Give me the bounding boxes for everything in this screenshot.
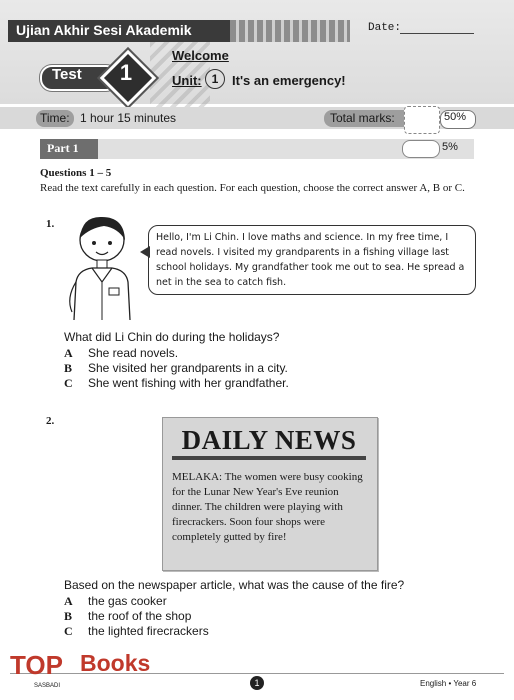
instructions: Read the text carefully in each question. For each question, choose the correct answer A, B or C. [40,182,465,194]
q1-option-a-letter[interactable]: A [64,346,73,360]
topbooks-logo-books: Books [80,650,151,676]
q2-option-b-text: the roof of the shop [88,609,192,623]
total-marks-label: Total marks: [330,111,395,125]
unit-title: It's an emergency! [232,73,346,88]
test-number: 1 [119,60,133,85]
time-value: 1 hour 15 minutes [80,111,177,125]
page-number: 1 [250,676,264,690]
q2-option-b-letter[interactable]: B [64,609,73,623]
newspaper-article: MELAKA: The women were busy cooking for the Lunar New Year's Eve reunion dinner. The children were playing with firecrackers. Soon four shops were completely gutted by fire! [172,471,363,543]
newspaper-rule [172,456,366,460]
question-2-text: Based on the newspaper article, what was the cause of the fire? [64,578,405,592]
unit-label: Unit: [172,73,202,88]
welcome-heading: Welcome [172,48,229,63]
unit-number: 1 [205,69,225,89]
header-stripes [230,20,350,42]
test-label: Test [52,66,82,83]
question-1-number: 1. [46,218,55,230]
part-score-pill[interactable] [402,140,440,158]
q1-option-b-letter[interactable]: B [64,361,73,375]
date-label: Date: [368,22,402,34]
speech-bubble-tail [140,246,150,258]
q1-option-c-text: She went fishing with her grandfather. [88,376,289,390]
q2-option-a-text: the gas cooker [88,594,167,608]
part-label: Part 1 [47,141,79,155]
exam-title: Ujian Akhir Sesi Akademik [16,22,192,38]
date-line [400,33,474,34]
q1-option-c-letter[interactable]: C [64,376,73,390]
q1-option-b-text: She visited her grandparents in a city. [88,361,288,375]
li-chin-illustration [62,212,142,322]
part-percent: 5% [442,141,458,153]
q1-option-a-text: She read novels. [88,346,179,360]
total-marks-value: 50% [444,111,467,123]
time-label: Time: [40,111,70,125]
newspaper-masthead: DAILY NEWS [181,425,357,455]
publisher-logo: SASBADI [34,683,61,689]
marks-score-box[interactable] [404,106,440,134]
topbooks-logo-top: TOP [10,650,63,680]
q2-option-a-letter[interactable]: A [64,594,73,608]
subject-year: English • Year 6 [420,679,477,688]
question-2-number: 2. [46,415,55,427]
speech-text: Hello, I'm Li Chin. I love maths and science. In my free time, I read novels. I visited my grandparents in a fishing village last school holidays. My grandfather took me out to sea. He spread a net in the sea to catch fish. [156,232,465,288]
q2-option-c-text: the lighted firecrackers [88,624,209,638]
questions-range: Questions 1 – 5 [40,167,112,179]
question-1-text: What did Li Chin do during the holidays? [64,330,280,344]
q2-option-c-letter[interactable]: C [64,624,73,638]
